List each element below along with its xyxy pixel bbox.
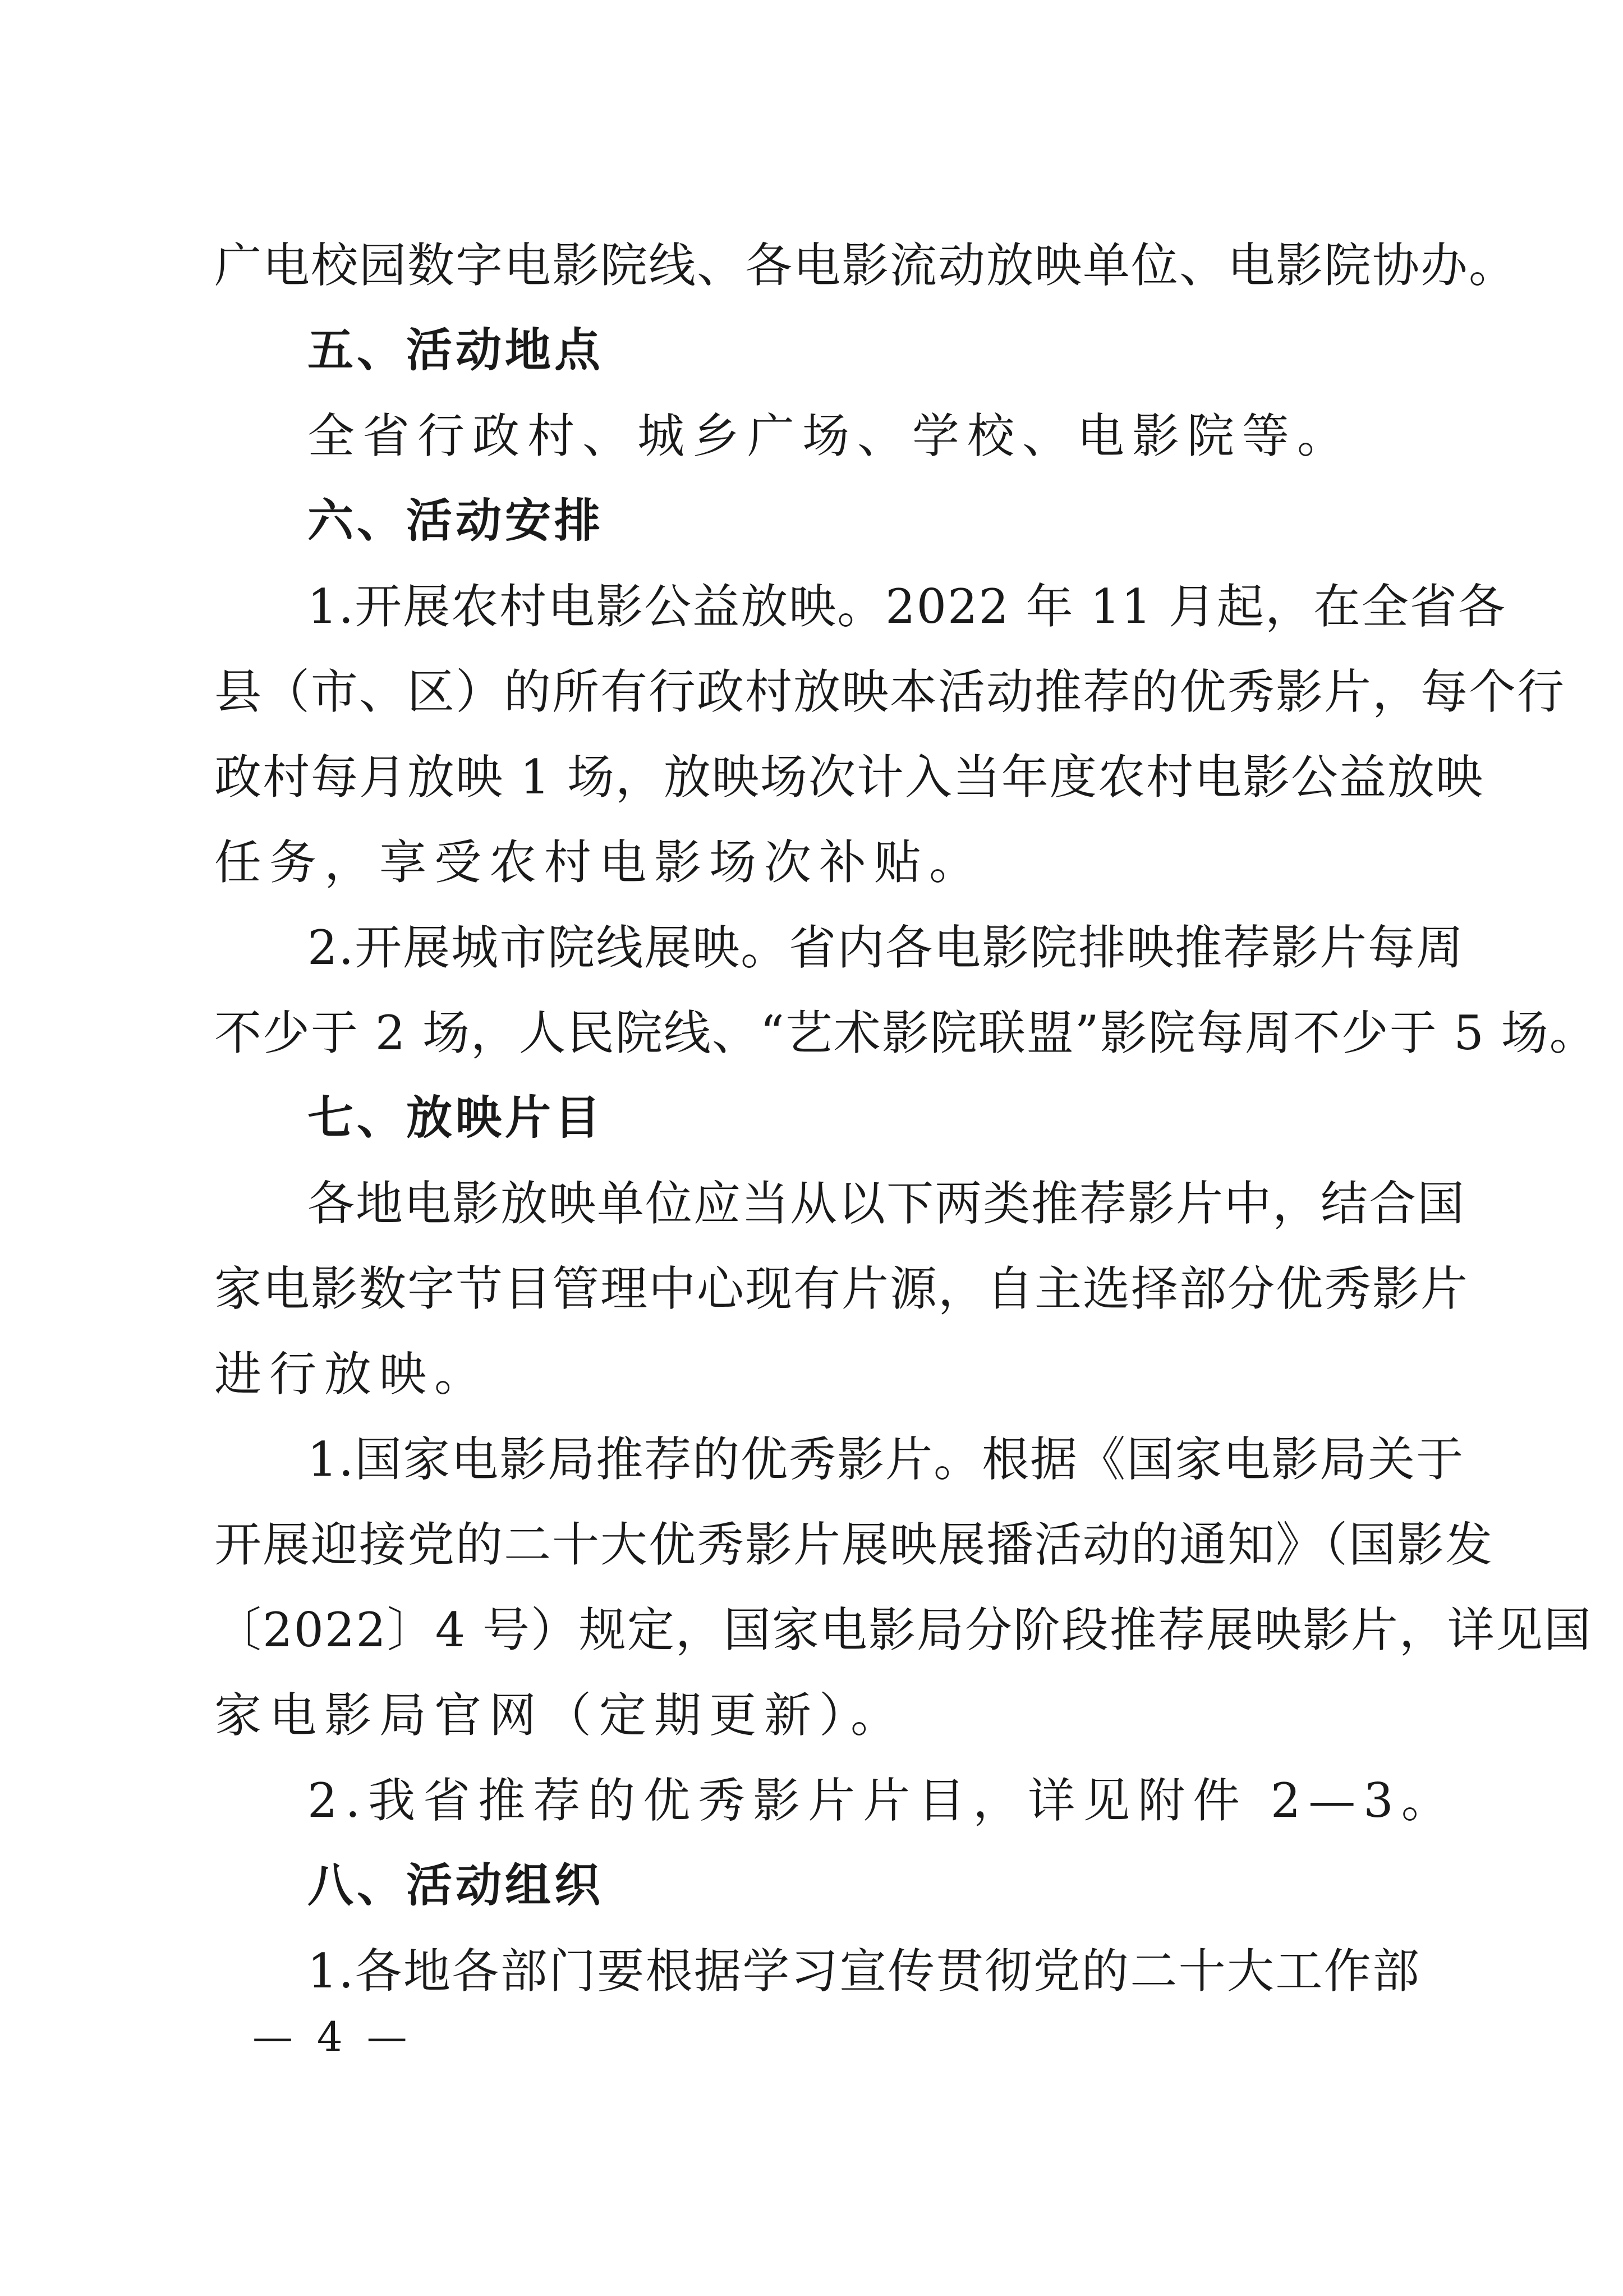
section-heading-organization: 八、活动组织 bbox=[307, 1859, 604, 1912]
body-line: 家电影局官网（定期更新）。 bbox=[214, 1688, 906, 1743]
body-line: 1.各地各部门要根据学习宣传贯彻党的二十大工作部 bbox=[307, 1944, 1420, 1999]
body-line: 家电影数字节目管理中心现有片源，自主选择部分优秀影片 bbox=[214, 1261, 1469, 1316]
body-line: 不少于 2 场，人民院线、“艺术影院联盟”影院每周不少于 5 场。 bbox=[214, 1005, 1598, 1060]
page-number: — 4 — bbox=[252, 2013, 413, 2060]
body-line: 广电校园数字电影院线、各电影流动放映单位、电影院协办。 bbox=[214, 238, 1518, 293]
section-heading-films: 七、放映片目 bbox=[307, 1091, 604, 1145]
body-line: 政村每月放映 1 场，放映场次计入当年度农村电影公益放映 bbox=[214, 750, 1484, 805]
body-line: 开展迎接党的二十大优秀影片展映展播活动的通知》（国影发 bbox=[214, 1517, 1494, 1572]
body-line: 2.我省推荐的优秀影片片目，详见附件 2—3。 bbox=[307, 1773, 1456, 1828]
body-line: 〔2022〕4 号）规定，国家电影局分阶段推荐展映影片，详见国 bbox=[214, 1602, 1592, 1657]
body-line: 任务，享受农村电影场次补贴。 bbox=[214, 835, 985, 890]
body-line: 全省行政村、城乡广场、学校、电影院等。 bbox=[307, 408, 1353, 463]
section-heading-arrangement: 六、活动安排 bbox=[307, 494, 604, 548]
body-line: 进行放映。 bbox=[214, 1347, 490, 1402]
body-line: 1.开展农村电影公益放映。2022 年 11 月起，在全省各 bbox=[307, 579, 1506, 634]
body-line: 2.开展城市院线展映。省内各电影院排映推荐影片每周 bbox=[307, 920, 1465, 975]
body-line: 各地电影放映单位应当从以下两类推荐影片中，结合国 bbox=[307, 1176, 1466, 1231]
section-heading-location: 五、活动地点 bbox=[307, 324, 604, 377]
body-line: 县（市、区）的所有行政村放映本活动推荐的优秀影片，每个行 bbox=[214, 664, 1566, 719]
body-line: 1.国家电影局推荐的优秀影片。根据《国家电影局关于 bbox=[307, 1432, 1465, 1487]
